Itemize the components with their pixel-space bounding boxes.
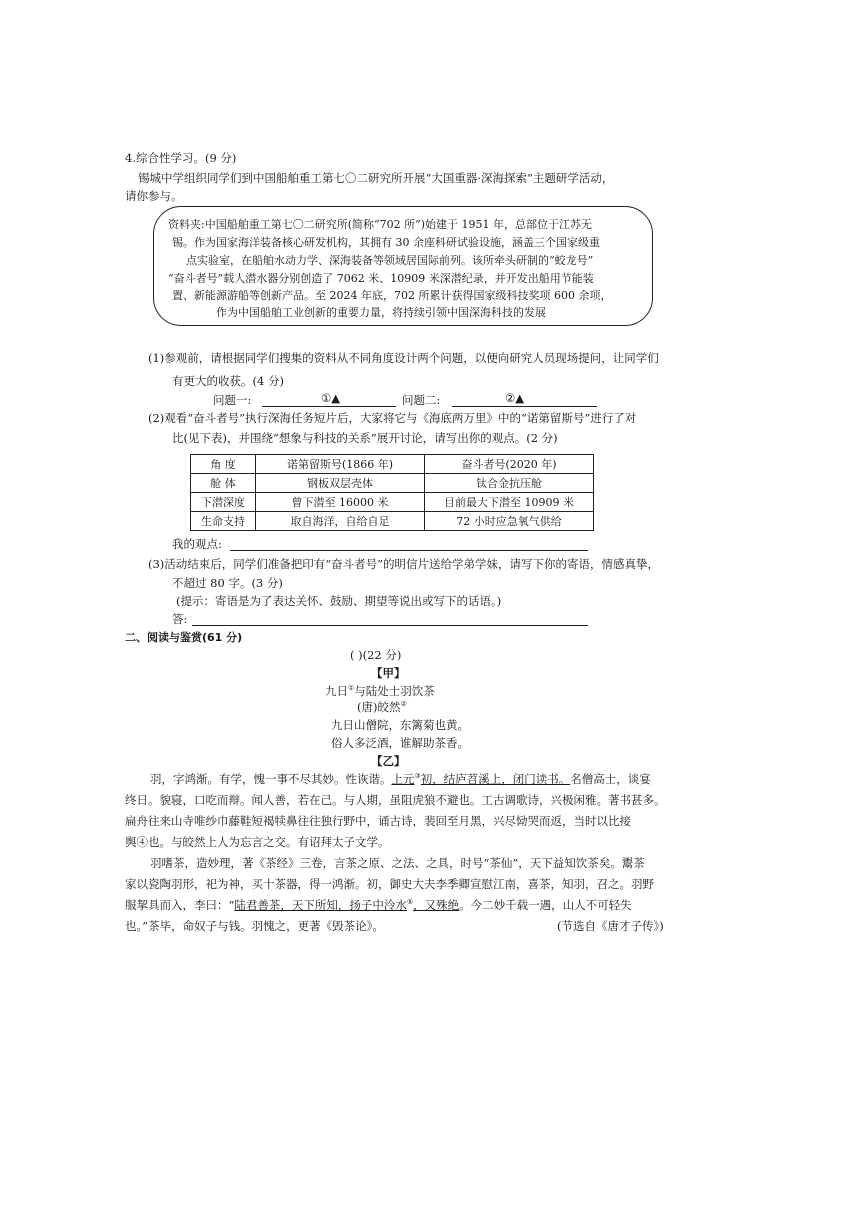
section-title: 二、阅读与鉴赏(61 分) [125, 631, 243, 644]
question-one-label: 问题一: [213, 393, 252, 407]
prose-line: 也。”茶毕，命奴子与钱。羽愧之，更著《毁茶论》。 [125, 919, 384, 933]
hint-text: (提示：寄语是为了表达关怀、鼓励、期望等说出或写下的话语。) [176, 594, 502, 608]
table-cell: 诺第留斯号(1866 年) [256, 455, 425, 474]
table-cell: 钛合金抗压舱 [425, 474, 594, 493]
material-line: 作为中国船舶工业创新的重要力量，将持续引领中国深海科技的发展 [216, 306, 546, 319]
material-line: 置、新能源游船等创新产品。至 2024 年底，702 所累计获得国家级科技奖项 600 余项， [172, 289, 612, 302]
prose-line: 扁舟往来山寺唯纱巾藤鞋短褐犊鼻往往独行野中，诵古诗，裴回至月黑，兴尽恸哭而返，当时以比接 [125, 814, 631, 828]
question-intro-line: 锡城中学组织同学们到中国船舶重工第七〇二研究所开展“大国重器·深海探索”主题研学活动， [138, 171, 614, 185]
question-intro-line: 请你参与。 [125, 189, 183, 203]
material-line: “奋斗者号”载人潜水器分别创造了 7062 米、10909 米深潜纪录，并开发出船用节能装 [168, 272, 594, 285]
material-box [153, 206, 653, 326]
subquestion-2: (2)观看“奋斗者号”执行深海任务短片后，大家将它与《海底两万里》中的“诺第留斯号”进行了对 [148, 411, 637, 425]
table-cell: 取自海洋，自给自足 [256, 512, 425, 531]
table-cell: 72 小时应急氧气供给 [425, 512, 594, 531]
subquestion-3: (3)活动结束后，同学们准备把印有“奋斗者号”的明信片送给学弟学妹，请写下你的寄语，情感真挚， [148, 557, 660, 571]
poem-author: (唐)皎然② [357, 700, 407, 714]
prose-line: 终日。貌寝，口吃而辩。闻人善，若在己。与人期，虽阻虎狼不避也。工古调歌诗，兴极闲雅。著书甚多。 [125, 793, 666, 807]
answer-blank[interactable] [192, 611, 588, 626]
subquestion-1: (1)参观前，请根据同学们搜集的资料从不同角度设计两个问题，以便向研究人员现场提问，让同学们 [148, 351, 659, 365]
table-cell: 钢板双层壳体 [256, 474, 425, 493]
table-cell: 角 度 [191, 455, 256, 474]
question-two-mark: ②▲ [505, 391, 525, 405]
table-cell: 生命支持 [191, 512, 256, 531]
comparison-table [190, 454, 594, 531]
question-one-mark: ①▲ [321, 391, 341, 405]
my-view-label: 我的观点: [172, 537, 222, 551]
material-line: 资料夹:中国船舶重工第七〇二研究所(简称“702 所”)始建于 1951 年，总部位于江苏无 [168, 218, 593, 231]
table-row [191, 493, 594, 512]
prose-line: 家以瓷陶羽形，祀为神，买十茶器，得一鸿渐。初，御史大夫李季卿宣慰江南，喜茶，知羽，召之。羽野 [125, 877, 654, 891]
table-cell: 曾下潜至 16000 米 [256, 493, 425, 512]
question-two-blank[interactable] [452, 392, 597, 407]
prose-line: 羽，字鸿渐。有学，愧一事不尽其妙。性诙谐。上元③初，结庐苕溪上，闭门读书。名僧高士，谈宴 [150, 772, 651, 786]
footnote-mark: ① [348, 684, 355, 693]
table-row [191, 455, 594, 474]
table-cell: 奋斗者号(2020 年) [425, 455, 594, 474]
answer-label: 答: [172, 612, 188, 626]
footnote-mark: ③ [414, 772, 421, 781]
passage-jia-label: 【甲】 [371, 666, 406, 680]
poem-line: 九日山僧院，东篱菊也黄。 [331, 718, 469, 732]
subquestion-3-line2: 不超过 80 字。(3 分) [172, 576, 283, 590]
material-line: 点实验室，在船舶水动力学、深海装备等领域居国际前列。该所牵头研制的“蛟龙号” [186, 254, 594, 267]
my-view-blank[interactable] [230, 536, 588, 551]
table-cell: 下潜深度 [191, 493, 256, 512]
table-cell: 舱 体 [191, 474, 256, 493]
table-row [191, 512, 594, 531]
subquestion-2-line2: 比(见下表)，并围绕“想象与科技的关系”展开讨论，请写出你的观点。(2 分) [172, 431, 558, 445]
passage-yi-label: 【乙】 [371, 754, 406, 768]
footnote-mark: ② [400, 700, 407, 709]
prose-line: 服挈具而入，李曰：“陆君善茶，天下所知，扬子中泠水⑤，又殊绝。今二妙千载一遇，山人不可轻失 [125, 898, 632, 912]
source-citation: (节选自《唐才子传》) [557, 919, 664, 933]
poem-title: 九日①与陆处士羽饮茶 [325, 684, 435, 698]
footnote-mark: ⑤ [406, 898, 414, 907]
question-title: 4.综合性学习。(9 分) [125, 151, 237, 165]
poem-line: 俗人多泛酒，谁解助茶香。 [331, 736, 469, 750]
table-row [191, 474, 594, 493]
prose-line: 羽嗜茶，造妙理，著《茶经》三卷，言茶之原、之法、之具，时号“茶仙”，天下益知饮茶矣。鬻茶 [150, 856, 645, 870]
table-cell: 目前最大下潜至 10909 米 [425, 493, 594, 512]
subquestion-1-line2: 有更大的收获。(4 分) [172, 374, 284, 388]
prose-line: 舆④也。与皎然上人为忘言之交。有诏拜太子文学。 [125, 835, 390, 849]
material-line: 锡。作为国家海洋装备核心研发机构，其拥有 30 余座科研试验设施，涵盖三个国家级重 [172, 236, 600, 249]
section-score: ( )(22 分) [350, 648, 402, 662]
question-two-label: 问题二: [402, 393, 441, 407]
